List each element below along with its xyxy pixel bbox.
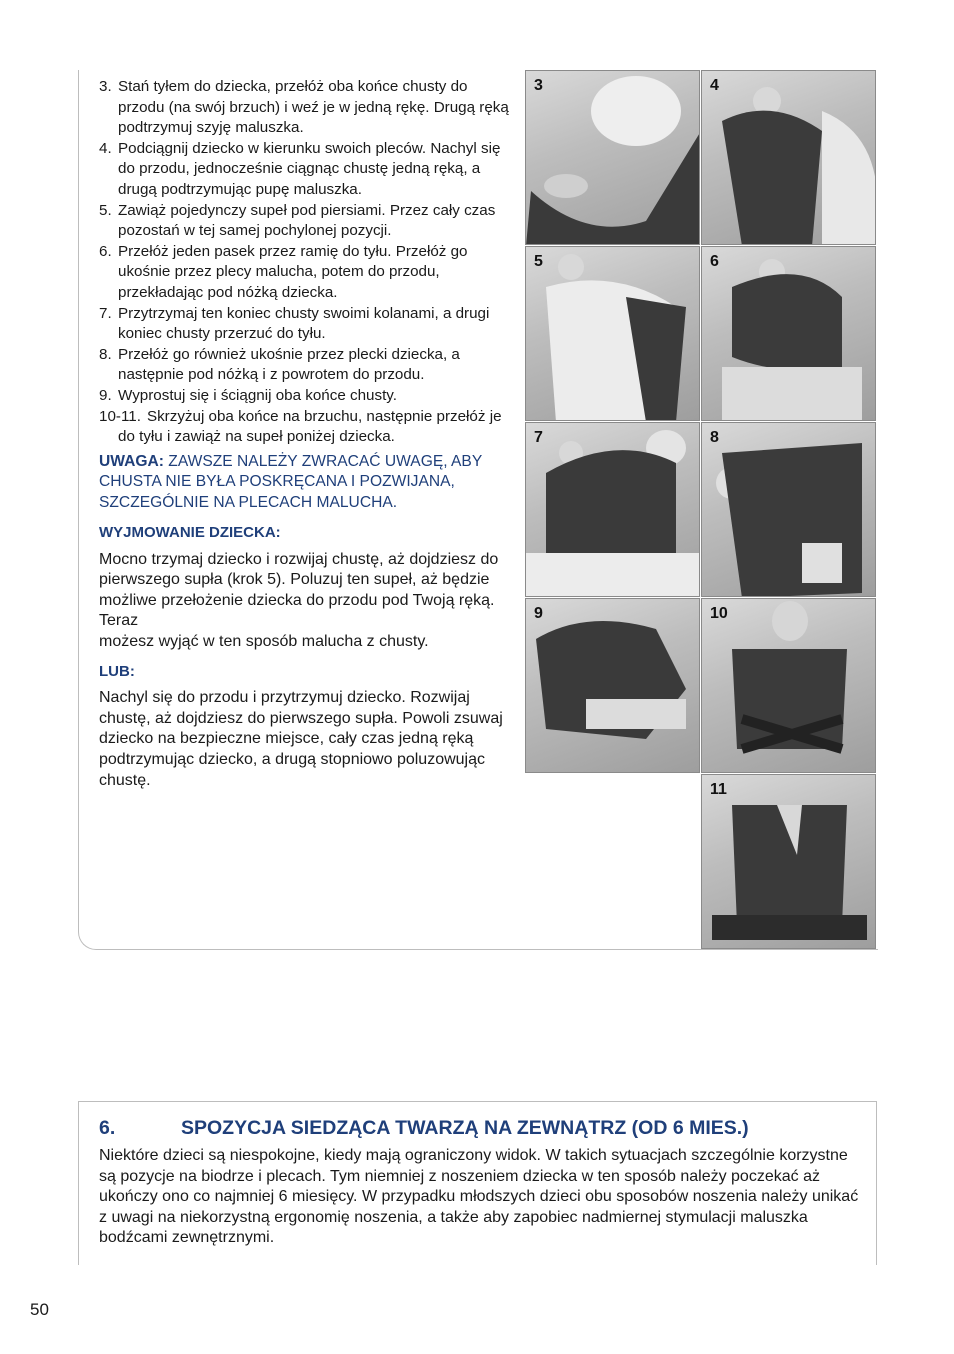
warning-label: UWAGA: xyxy=(99,452,164,470)
photo-illustration xyxy=(702,71,876,245)
section-title-text: SPOZYCJA SIEDZĄCA TWARZĄ NA ZEWNĄTRZ (OD 6 MIES.) xyxy=(181,1117,749,1139)
removal-text-2: możesz wyjąć w ten sposób malucha z chusty. xyxy=(99,633,429,651)
warning-note xyxy=(99,452,509,514)
step-photo-6: 6 xyxy=(701,246,876,421)
photo-illustration xyxy=(702,775,876,949)
step-7: 7. Przytrzymaj ten koniec chusty swoimi kolanami, a drugi koniec chusty przerzuć do tyłu. xyxy=(99,304,490,343)
section-body: Niektóre dzieci są niespokojne, kiedy mają ograniczony widok. W takich sytuacjach szczególnie korzystne są pozycje na biodrze i plecach. Tym niemniej z noszeniem dziecka w ten sposób należy poczekać aż ukończy ono co najmniej 6 miesięcy. W przypadku młodszych dzieci obu sposobów noszenia należy unikać z uwagi na niekorzystną ergonomię noszenia, a także aby zapobiec nadmiernej stymulacji maluszka bodźcami zewnętrznymi. xyxy=(99,1147,859,1247)
removal-heading: WYJMOWANIE DZIECKA: xyxy=(99,524,281,542)
step-10-11: 10-11. Skrzyżuj oba końce na brzuchu, następnie przełóż je do tyłu i zawiąż na supeł poniżej dziecka. xyxy=(99,407,502,446)
step-photo-11: 11 xyxy=(701,774,876,949)
photo-illustration xyxy=(526,247,700,421)
or-heading: LUB: xyxy=(99,662,135,680)
step-5: 5. Zawiąż pojedynczy supeł pod piersiami. Przez cały czas pozostań w tej samej pochylonej pozycji. xyxy=(99,201,496,240)
photo-illustration xyxy=(526,423,700,597)
step-photo-8: 8 xyxy=(701,422,876,597)
step-4: 4. Podciągnij dziecko w kierunku swoich pleców. Nachyl się do przodu, jednocześnie ciągnąc chustę jedną ręką, a drugą podtrzymując pupę maluszka. xyxy=(99,139,501,198)
warning-text: ZAWSZE NALEŻY ZWRACAĆ UWAGĘ, ABY CHUSTA NIE BYŁA POSKRĘCANA I POZWIJANA, SZCZEGÓLNIE NA PLECACH MALUCHA. xyxy=(99,452,482,512)
photo-illustration xyxy=(526,599,700,773)
photo-illustration xyxy=(702,423,876,597)
step-photo-4: 4 xyxy=(701,70,876,245)
step-photo-3: 3 xyxy=(525,70,700,245)
removal-text-1: Mocno trzymaj dziecko i rozwijaj chustę, aż dojdziesz do pierwszego supła (krok 5). Poluzuj ten supeł, aż będzie możliwe przełożenie dziecka do przodu pod Twoją ręką. Teraz xyxy=(99,550,499,630)
section-number: 6. xyxy=(99,1117,116,1139)
steps-list xyxy=(99,77,509,448)
photo-illustration xyxy=(702,247,876,421)
instructions-column xyxy=(99,77,509,791)
step-8: 8. Przełóż go również ukośnie przez plecki dziecka, a następnie pod nóżką i z powrotem do przodu. xyxy=(99,345,460,384)
photo-illustration xyxy=(702,599,876,773)
step-6: 6. Przełóż jeden pasek przez ramię do tyłu. Przełóż go ukośnie przez plecy malucha, potem do przodu, przekładając pod nóżką dziecka. xyxy=(99,242,468,301)
page-number: 50 xyxy=(30,1300,49,1319)
step-3: 3. Stań tyłem do dziecka, przełóż oba końce chusty do przodu (na swój brzuch) i weź je w jedną rękę. Drugą ręką podtrzymuj szyję maluszka. xyxy=(99,78,509,137)
photo-illustration xyxy=(526,71,700,245)
step-photo-5: 5 xyxy=(525,246,700,421)
step-photo-7: 7 xyxy=(525,422,700,597)
step-photo-10: 10 xyxy=(701,598,876,773)
step-photo-9: 9 xyxy=(525,598,700,773)
section-title xyxy=(99,1117,749,1140)
removal-text-3: Nachyl się do przodu i przytrzymuj dziecko. Rozwijaj chustę, aż dojdziesz do pierwszego supła. Powoli zsuwaj dziecko na bezpieczne miejsce, cały czas jedną ręką podtrzymując dziecko, a drugą stopniowo poluzowując chustę. xyxy=(99,689,503,789)
step-9: 9. Wyprostuj się i ściągnij oba końce chusty. xyxy=(99,386,397,404)
